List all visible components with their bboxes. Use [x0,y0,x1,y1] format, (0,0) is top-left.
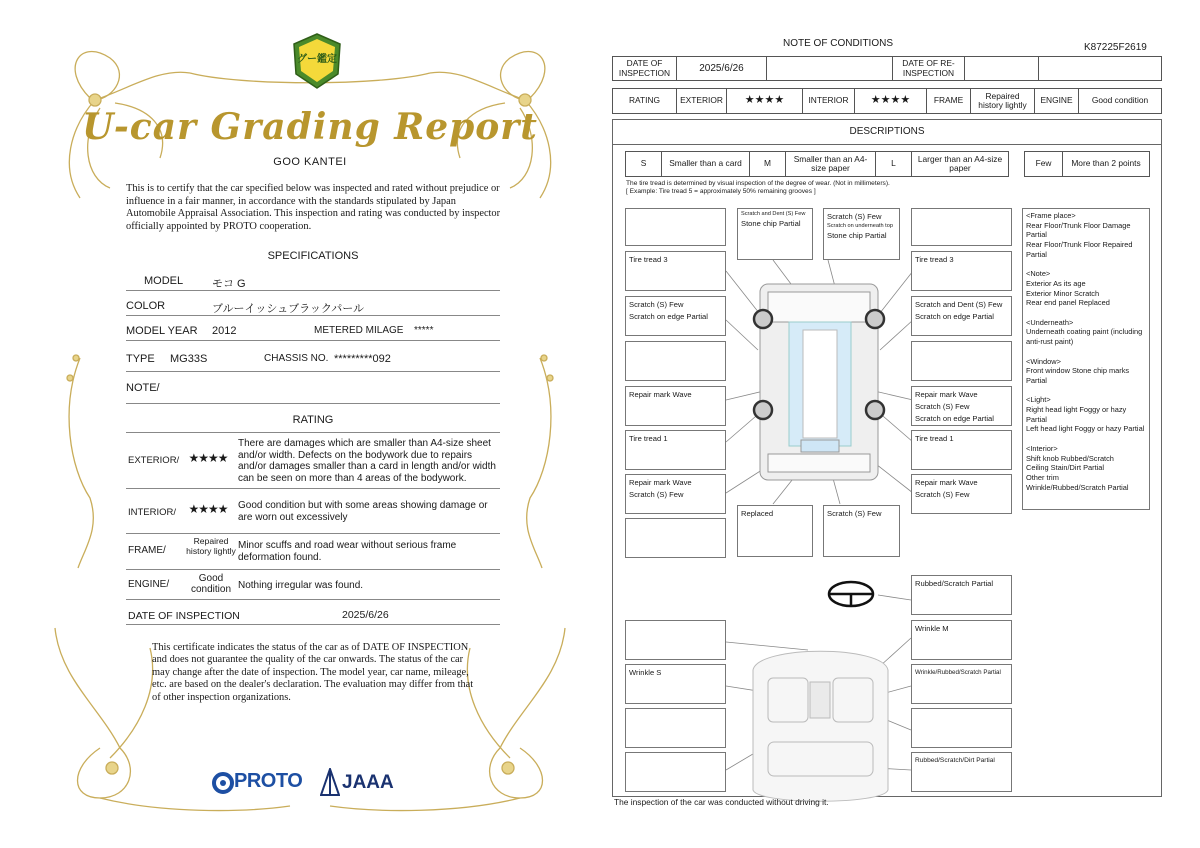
condition-box-top-left [625,208,726,246]
right-4-line-2: Scratch (S) Few [915,402,970,411]
sheet-title: NOTE OF CONDITIONS [783,38,893,49]
interior-right-3-text: Wrinkle/Rubbed/Scratch Partial [915,669,1001,676]
rating-row-interior [126,489,500,534]
reference-number: K87225F2619 [1084,42,1147,53]
spec-row-type [126,341,500,372]
tire-note-line-1: The tire tread is determined by visual inspection of the degree of wear. (Not in millimeters). [626,180,890,187]
condition-box-front-1 [737,208,813,260]
descriptions-heading: DESCRIPTIONS [612,119,1162,145]
engine-summary-label: ENGINE [1035,89,1079,114]
date-inspection-label: DATE OF INSPECTION [613,57,677,81]
interior-box-right-1 [911,575,1012,615]
right-tire-rear-text: Tire tread 1 [915,434,954,443]
specifications-heading: SPECIFICATIONS [267,250,359,262]
spec-row-color [126,291,500,316]
rating-row-frame [126,534,500,570]
interior-label: INTERIOR/ [128,507,177,518]
exterior-summary-label: EXTERIOR [677,89,727,114]
date-inspection-value: 2025/6/26 [677,57,767,81]
interior-box-left-2 [625,664,726,704]
interior-box-left-1 [625,620,726,660]
interior-box-left-4 [625,752,726,792]
interior-description: Good condition but with some areas showing damage or are worn out excessively [238,500,488,523]
interior-box-left-3 [625,708,726,748]
note-label: NOTE/ [126,382,160,394]
certificate-title: U-car Grading Report [82,106,538,148]
interior-summary-label: INTERIOR [803,89,855,114]
right-2-line-2: Scratch on edge Partial [915,312,994,321]
tire-note-line-2: [ Example: Tire tread 5 = approximately 50% remaining grooves ] [626,188,816,196]
model-year-label: MODEL YEAR [126,325,198,337]
frame-label: FRAME/ [128,545,166,556]
jaaa-logo-icon [320,768,340,796]
type-value: MG33S [170,353,208,365]
metered-milage-value: ***** [414,325,434,336]
front-2-text2: Stone chip Partial [827,230,887,240]
legend-m: M [750,152,786,177]
interior-right-2-text: Wrinkle M [915,624,949,633]
date-label: DATE OF INSPECTION [128,610,240,622]
condition-box-front-2 [823,208,900,260]
car-top-view [760,284,878,480]
left-tire-rear-text: Tire tread 1 [629,434,668,443]
legend-few: Few [1025,152,1063,177]
right-tire-front-text: Tire tread 3 [915,255,954,264]
chassis-label: CHASSIS NO. [264,353,329,364]
condition-box-left-3 [625,341,726,381]
condition-box-left-4 [625,386,726,426]
condition-box-rear-1 [737,505,813,557]
left-4-text: Repair mark Wave [629,390,692,399]
engine-value: Good condition [190,573,232,595]
exterior-label: EXTERIOR/ [128,455,180,466]
rating-divider [126,432,500,433]
frame-summary-value: Repaired history lightly [971,89,1035,114]
condition-box-rear-2 [823,505,900,557]
spec-row-year [126,316,500,341]
right-6-line-2: Scratch (S) Few [915,490,970,499]
steering-wheel-icon [829,582,873,606]
engine-summary-value: Good condition [1079,89,1162,114]
certificate-subtitle: GOO KANTEI [273,156,347,168]
condition-box-top-right [911,208,1012,246]
left-2-line-1: Scratch (S) Few [629,300,684,309]
legend-few-text: More than 2 points [1063,152,1150,177]
badge-text: グー鑑定 [297,54,337,65]
grading-certificate [40,28,580,818]
interior-box-right-5 [911,752,1012,792]
condition-box-right-tire-front [911,251,1012,291]
left-6-line-1: Repair mark Wave [629,478,692,487]
condition-box-left-2 [625,296,726,336]
condition-box-left-tire-front [625,251,726,291]
legend-s: S [626,152,662,177]
front-2-small: Scratch on underneath top [827,223,893,229]
legend-m-text: Smaller than an A4-size paper [786,152,876,177]
logo-strip [212,768,412,798]
exterior-summary-stars: ★★★★ [727,89,803,114]
right-4-line-3: Scratch on edge Partial [915,414,994,423]
date-reinspection-label: DATE OF RE-INSPECTION [893,57,965,81]
type-label: TYPE [126,353,155,365]
metered-milage-label: METERED MILAGE [314,325,404,336]
interior-right-1-text: Rubbed/Scratch Partial [915,579,994,588]
interior-left-2-text: Wrinkle S [629,668,662,677]
chassis-value: *********092 [334,353,391,365]
front-1-small: Scratch and Dent (S) Few [741,211,806,217]
interior-stars: ★★★★ [188,502,228,516]
car-interior-view [753,651,888,801]
legend-l-text: Larger than an A4-size paper [912,152,1009,177]
rating-label: RATING [613,89,677,114]
rating-row-engine [126,570,500,600]
jaaa-logo-text: JAAA [342,772,394,793]
color-value: ブルーイッシュブラックパール [212,303,365,315]
certificate-intro: This is to certify that the car specified below was inspected and rated without prejudice or influence in a fair manner, in accordance with the standards stipulated by Japan Automobile Appraisal Association. This inspection and rating was conducted by inspector officially appointed by PROTO cooperation. [126,183,501,232]
left-2-line-2: Scratch on edge Partial [629,312,708,321]
condition-box-right-3 [911,341,1012,381]
condition-notes-list [1022,208,1150,510]
date-value: 2025/6/26 [342,609,389,621]
rating-row-date [126,600,500,625]
frame-description: Minor scuffs and road wear without serious frame deformation found. [238,540,457,563]
frame-value: Repaired history lightly [186,536,236,556]
frame-summary-label: FRAME [927,89,971,114]
color-label: COLOR [126,300,166,312]
interior-summary-stars: ★★★★ [855,89,927,114]
condition-box-left-6 [625,474,726,514]
interior-box-right-4 [911,708,1012,748]
left-6-line-2: Scratch (S) Few [629,490,684,499]
condition-box-right-4 [911,386,1012,426]
front-1-text: Stone chip Partial [741,218,801,228]
exterior-stars: ★★★★ [188,451,228,465]
left-tire-front-text: Tire tread 3 [629,255,668,264]
interior-box-right-3 [911,664,1012,704]
condition-box-left-7 [625,518,726,558]
model-value: モコ G [212,278,246,290]
exterior-description: There are damages which are smaller than A4-size sheet and/or width. Defects on the bodywork due to repairs and/or damages smaller than a card in length and/or width can be seen on more than 4 areas of the bodywork. [238,438,496,484]
rear-2-text: Scratch (S) Few [827,509,882,518]
legend-s-text: Smaller than a card [662,152,750,177]
note-of-conditions-sheet [608,30,1168,820]
sheet-footer: The inspection of the car was conducted without driving it. [614,797,829,807]
spec-row-note [126,372,500,404]
model-label: MODEL [144,275,184,287]
certificate-footer: This certificate indicates the status of the car as of DATE OF INSPECTION and does not guarantee the quality of the car onwards. The status of the car may change after the date of inspection. The model year, car name, mileage, etc. are based on the dealer's declaration. The evaluation may differ from that of other inspection organizations. [152,642,474,703]
condition-box-right-6 [911,474,1012,514]
interior-right-5-text: Rubbed/Scratch/Dirt Partial [915,757,995,764]
legend-l: L [876,152,912,177]
spec-row-model [126,266,500,291]
proto-logo-icon [212,770,234,796]
right-6-line-1: Repair mark Wave [915,478,978,487]
right-2-line-1: Scratch and Dent (S) Few [915,300,1003,309]
rating-heading: RATING [292,414,334,426]
condition-box-right-2 [911,296,1012,336]
front-2-text: Scratch (S) Few [827,212,882,221]
model-year-value: 2012 [212,325,237,337]
engine-label: ENGINE/ [128,579,170,590]
condition-box-left-tire-rear [625,430,726,470]
proto-logo-text: PROTO [234,770,303,792]
interior-box-right-2 [911,620,1012,660]
rating-row-exterior [126,434,500,489]
engine-description: Nothing irregular was found. [238,580,364,591]
right-4-line-1: Repair mark Wave [915,390,978,399]
goo-kantei-badge [290,32,344,90]
condition-notes-text: <Frame place> Rear Floor/Trunk Floor Damage Partial Rear Floor/Trunk Floor Repaired Partial <Note> Exterior As its age Exterior Minor Scratch Rear end panel Replaced <Underneath> Underneath coating paint (including anti-rust paint) <Window> Front window Stone chip marks Partial <Light> Right head light Foggy or hazy Partial Left head light Foggy or hazy Partial <Interior> Shift knob Rubbed/Scratch Ceiling Stain/Dirt Partial Other trim Wrinkle/Rubbed/Scratch Partial [1026,211,1145,492]
rear-1-text: Replaced [741,509,774,518]
condition-box-right-tire-rear [911,430,1012,470]
